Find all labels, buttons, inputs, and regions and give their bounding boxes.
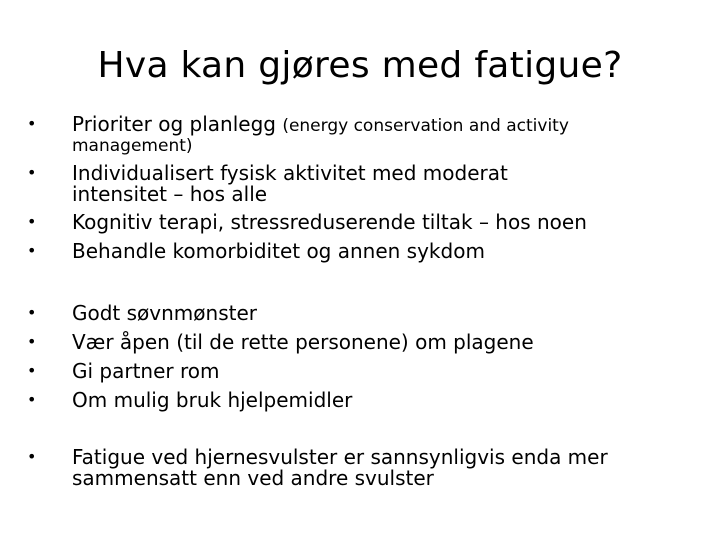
bullet-item [27,446,687,488]
bullet-list-advice [27,302,687,418]
bullet-item [27,302,687,324]
bullet-item [27,389,687,411]
bullet-item [27,211,687,233]
bullet-text: Godt søvnmønster [72,301,257,325]
bullet-item [27,162,687,204]
bullet-list-interventions [27,113,687,269]
bullet-text: Individualisert fysisk aktivitet med moderat [72,161,508,185]
bullet-text: Om mulig bruk hjelpemidler [72,388,353,412]
bullet-text-continuation: intensitet – hos alle [72,182,268,206]
bullet-text: Vær åpen (til de rette personene) om plagene [72,330,534,354]
bullet-text: Fatigue ved hjernesvulster er sannsynligvis enda mer [72,445,608,469]
bullet-item [27,331,687,353]
slide-title: Hva kan gjøres med fatigue? [97,45,623,86]
bullet-text: Behandle komorbiditet og annen sykdom [72,239,485,263]
bullet-item [27,113,687,155]
bullet-text-continuation: sammensatt enn ved andre svulster [72,466,434,490]
bullet-item [27,360,687,382]
bullet-text-note: (energy conservation and activity [282,116,569,136]
bullet-text: Kognitiv terapi, stressreduserende tiltak – hos noen [72,210,587,234]
bullet-item [27,240,687,262]
bullet-text: Prioriter og planlegg [72,112,283,136]
bullet-list-note [27,446,687,495]
bullet-text: Gi partner rom [72,359,220,383]
bullet-text-continuation: management) [72,136,193,156]
